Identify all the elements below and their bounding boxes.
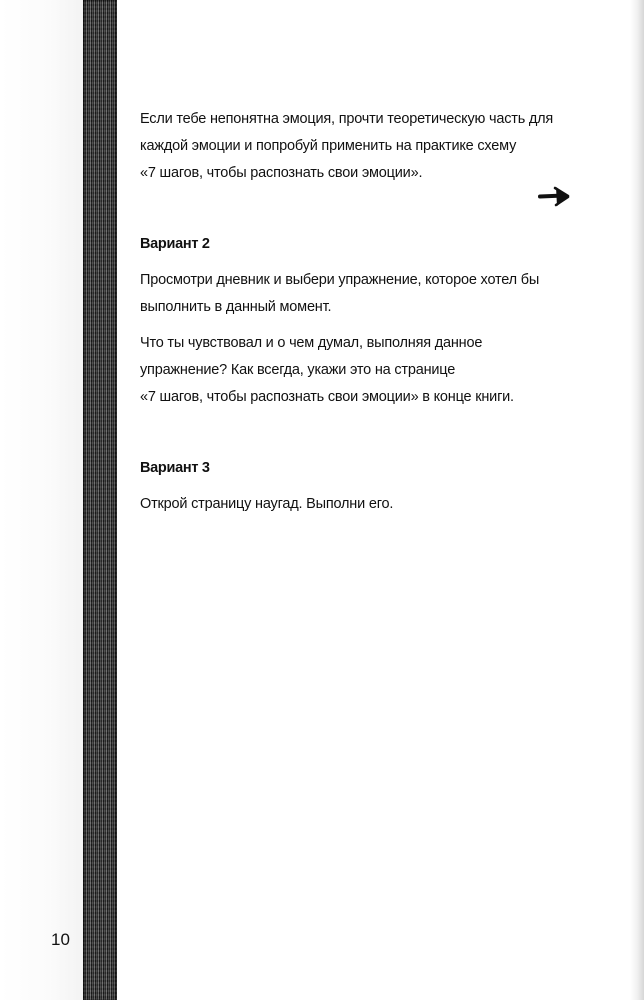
variant-3-heading: Вариант 3 — [140, 460, 210, 476]
text-line: каждой эмоции и попробуй применить на практике схему — [140, 138, 517, 154]
variant-2-paragraph-1 — [140, 267, 600, 321]
variant-2-paragraph-2 — [140, 330, 600, 411]
elastic-band — [83, 0, 117, 1000]
text-line: «7 шагов, чтобы распознать свои эмоции» в конце книги. — [140, 389, 514, 405]
text-line: «7 шагов, чтобы распознать свои эмоции». — [140, 165, 423, 181]
intro-paragraph — [140, 106, 600, 187]
page-number: 10 — [51, 930, 70, 949]
text-line: Что ты чувствовал и о чем думал, выполняя данное — [140, 335, 483, 351]
text-line: выполнить в данный момент. — [140, 299, 332, 315]
text-line: Просмотри дневник и выбери упражнение, которое хотел бы — [140, 272, 540, 288]
page-edge-shadow — [630, 0, 644, 1000]
text-line: Открой страницу наугад. Выполни его. — [140, 496, 394, 512]
page-text — [140, 106, 600, 518]
variant-2-heading: Вариант 2 — [140, 236, 210, 252]
text-line: Если тебе непонятна эмоция, прочти теоретическую часть для — [140, 111, 554, 127]
variant-3-paragraph — [140, 491, 600, 518]
text-line: упражнение? Как всегда, укажи это на странице — [140, 362, 456, 378]
left-page-margin — [0, 0, 83, 1000]
right-arrow-icon — [538, 184, 572, 210]
